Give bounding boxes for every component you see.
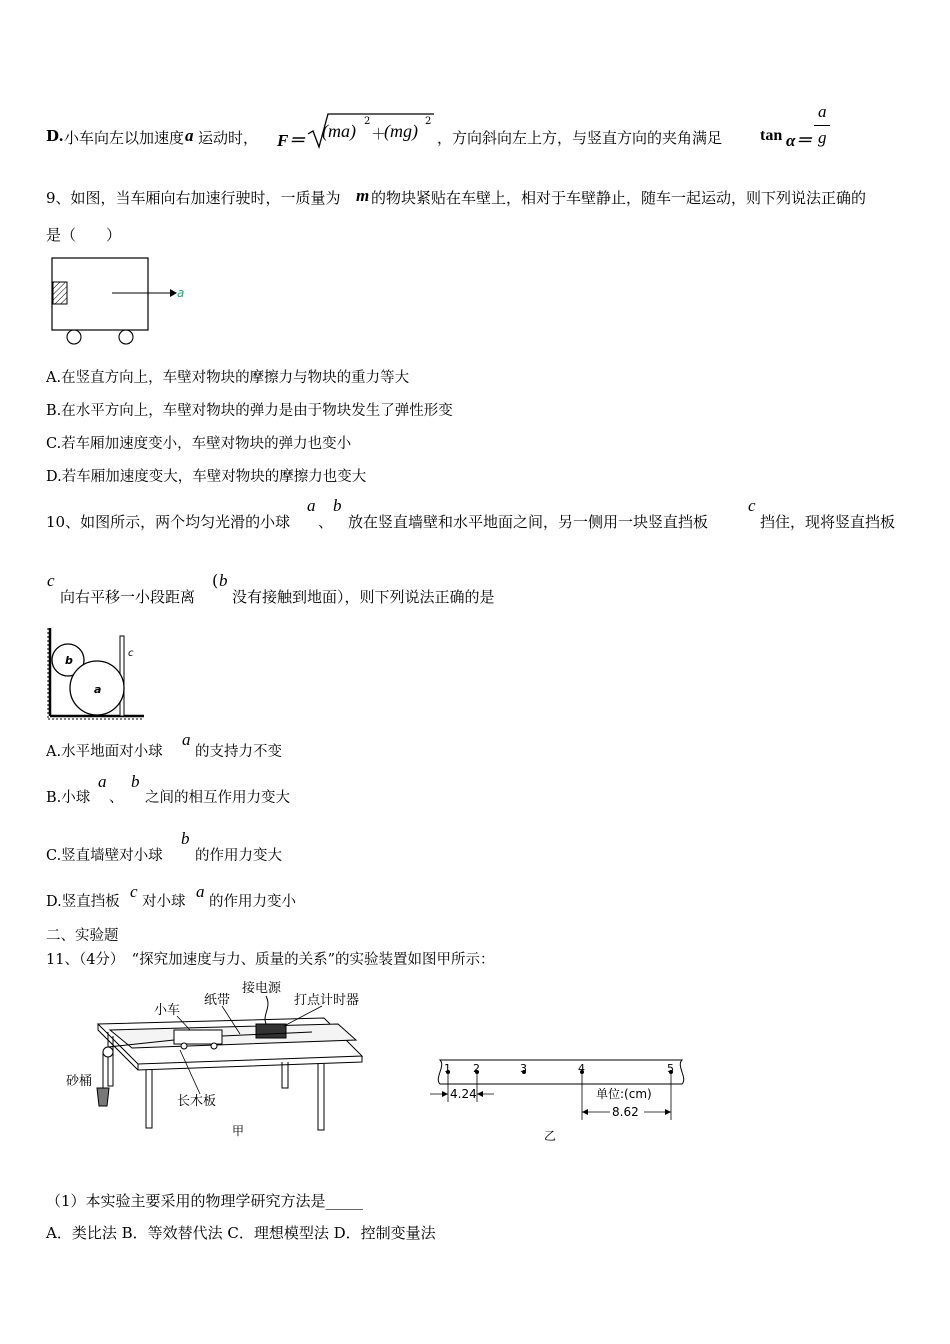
fig-label-c: c (128, 648, 134, 659)
q8-option-d-prefix: D. (46, 127, 64, 145)
label-cart: 小车 (154, 1003, 181, 1018)
timer (256, 1024, 286, 1038)
point-label-5: 5 (667, 1062, 674, 1075)
q11-sub1-options: A．类比法 B．等效替代法 C．理想模型法 D．控制变量法 (46, 1224, 436, 1242)
dim-45-head-l (582, 1109, 588, 1115)
q10-stem-4: 向右平移一小段距离 (60, 588, 196, 606)
q8-option-d-text1: 小车向左以加速度 (64, 129, 185, 147)
q10-option-b-2: 之间的相互作用力变大 (145, 790, 290, 806)
dim-45-head-r (665, 1109, 671, 1115)
q10-var-a: a (307, 496, 316, 515)
label-power: 接电源 (242, 981, 282, 996)
q10-option-c-2: 的作用力变大 (195, 848, 282, 864)
label-tape: 纸带 (204, 993, 231, 1008)
q8-frac-bar (814, 125, 830, 126)
q8-frac-den: g (818, 128, 827, 147)
section-title: 二、实验题 (46, 928, 119, 944)
fig-label-a: a (94, 683, 102, 696)
q11-figure-yi (424, 1054, 694, 1146)
arrow-head (170, 289, 177, 297)
q10-stem-3: 挡住，现将竖直挡板 (760, 513, 896, 531)
q8-option-d-text2: 运动时， (198, 129, 259, 147)
q10-stem-2: 放在竖直墙壁和水平地面之间，另一侧用一块竖直挡板 (348, 513, 709, 531)
q9-option-d: D.若车厢加速度变大，车壁对物块的摩擦力也变大 (46, 469, 367, 485)
caption-jia: 甲 (232, 1124, 245, 1138)
q10-var-c: c (748, 496, 756, 515)
q10-option-b-sep: 、 (109, 790, 124, 806)
q8-exp-1: 2 (364, 116, 371, 127)
q10-option-d-var-a: a (196, 882, 205, 901)
q8-formula-F: F＝ (277, 131, 306, 150)
q11-sub1: （1）本实验主要采用的物理学研究方法是_____ (46, 1192, 364, 1210)
q8-alpha: α＝ (786, 131, 813, 150)
q10-option-d-3: 的作用力变小 (209, 894, 296, 910)
label-timer: 打点计时器 (294, 993, 360, 1008)
q9-option-c: C.若车厢加速度变小，车壁对物块的弹力也变小 (46, 436, 352, 452)
dim-45-value: 8.62 (612, 1105, 639, 1119)
q10-stem-1: 10、如图所示，两个均匀光滑的小球 (46, 513, 291, 531)
q10-option-d-2: 对小球 (142, 894, 186, 910)
bucket (97, 1088, 109, 1106)
wheel-left (67, 330, 81, 344)
q9-stem-1b: 的物块紧贴在车壁上，相对于车壁静止，随车一起运动，则下列说法正确的 (371, 189, 867, 207)
q10-stem-5: 没有接触到地面），则下列说法正确的是 (232, 588, 495, 606)
cart-wheel-2 (211, 1043, 217, 1049)
q10-var-b: b (333, 496, 342, 515)
q8-frac-num: a (818, 102, 827, 121)
wheel-right (119, 330, 133, 344)
label-board: 长木板 (177, 1094, 217, 1109)
caption-yi: 乙 (544, 1129, 557, 1143)
q10-option-c-var: b (181, 829, 190, 848)
point-label-3: 3 (520, 1062, 527, 1075)
q10-option-a-var: a (182, 730, 191, 749)
q9-option-a: A.在竖直方向上，车壁对物块的摩擦力与物块的重力等大 (46, 370, 410, 386)
point-label-1: 1 (444, 1062, 451, 1075)
q10-var-c-2: c (47, 571, 55, 590)
q10-option-a-2: 的支持力不变 (195, 744, 282, 760)
dim-12-value: 4.24 (450, 1087, 477, 1101)
table-leg-front-right (318, 1064, 324, 1130)
label-bucket: 砂桶 (66, 1074, 93, 1089)
q8-ma: (ma) (322, 121, 356, 141)
q11-stem: 11、（4分） “探究加速度与力、质量的关系”的实验装置如图甲所示： (46, 952, 495, 968)
q8-option-d-text3: ，方向斜向左上方，与竖直方向的夹角满足 (437, 129, 723, 147)
point-label-4: 4 (578, 1062, 585, 1075)
fig-label-b: b (65, 654, 73, 667)
pulley (103, 1047, 113, 1057)
q9-var-m: m (356, 186, 370, 205)
q10-option-a-1: A.水平地面对小球 (46, 744, 163, 760)
q10-option-d-1: D.竖直挡板 (46, 894, 120, 910)
dim-12-head-r (477, 1091, 483, 1097)
q10-var-b-2: b (219, 571, 228, 590)
cart-wheel-1 (181, 1043, 187, 1049)
table-leg-front-left (146, 1069, 152, 1128)
q9-stem-2: 是（ ） (46, 226, 122, 244)
dim-12-head-l (442, 1091, 448, 1097)
q10-paren: ( (212, 571, 219, 590)
q9-figure (48, 254, 198, 349)
block (53, 282, 67, 304)
q8-exp-2: 2 (425, 116, 432, 127)
q8-plus: ＋ (371, 125, 387, 143)
q10-option-c-1: C.竖直墙壁对小球 (46, 848, 163, 864)
table-leg-back-right (282, 1062, 288, 1088)
q9-fig-label-a: a (177, 286, 185, 300)
q8-var-a: a (185, 126, 194, 145)
point-label-2: 2 (473, 1062, 480, 1075)
q8-tan: tan (760, 127, 783, 144)
q10-sep: 、 (318, 513, 334, 531)
q10-option-b-var-a: a (98, 772, 107, 791)
unit-label: 单位:(cm) (596, 1087, 652, 1101)
q8-mg: (mg) (384, 121, 418, 141)
q11-figure-jia (62, 978, 372, 1143)
q9-stem-1a: 9、如图，当车厢向右加速行驶时，一质量为 (46, 189, 341, 207)
q10-option-b-1: B.小球 (46, 790, 91, 806)
q10-figure (46, 626, 146, 722)
q10-option-d-var-c: c (130, 882, 138, 901)
q10-option-b-var-b: b (131, 772, 140, 791)
q9-option-b: B.在水平方向上，车壁对物块的弹力是由于物块发生了弹性形变 (46, 403, 453, 419)
cart (174, 1030, 222, 1044)
